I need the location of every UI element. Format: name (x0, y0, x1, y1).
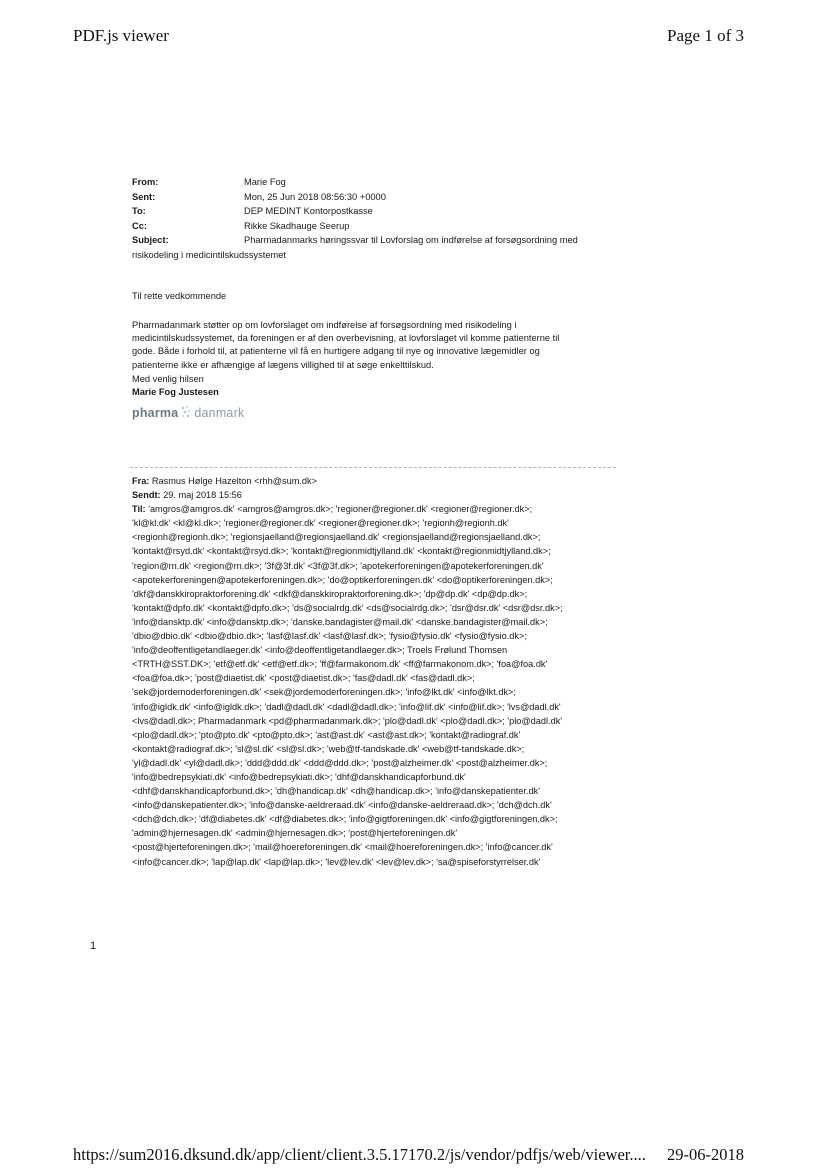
separator-line (130, 467, 616, 468)
signature-block (132, 373, 632, 399)
recipient-line: 'admin@hjernesagen.dk' <admin@hjernesagen.dk>; 'post@hjerteforeningen.dk' (132, 828, 458, 839)
browser-title: PDF.js viewer (73, 26, 169, 45)
recipient-line: 'info@deoffentligetandlaeger.dk' <info@deoffentligetandlaeger.dk>; Troels Frølund Thomsen (132, 645, 508, 656)
recipient-line: 'dkf@danskkiropraktorforening.dk' <dkf@danskkiropraktorforening.dk>; 'dp@dp.dk' <dp@dp.dk>; (132, 588, 528, 599)
sent-value: Mon, 25 Jun 2018 08:56:30 +0000 (244, 191, 386, 202)
recipient-line: 'sek@jordemoderforeningen.dk' <sek@jordemoderforeningen.dk>; 'info@lkt.dk' <info@lkt.dk>; (132, 687, 516, 698)
recipient-line: <kontakt@radiograf.dk>; 'sl@sl.dk' <sl@sl.dk>; 'web@tf-tandskade.dk' <web@tf-tandskade.dk>; (132, 743, 525, 754)
recipient-line: 'yl@dadl.dk' <yl@dadl.dk>; 'ddd@ddd.dk' <ddd@ddd.dk>; 'post@alzheimer.dk' <post@alzheimer.dk>; (132, 757, 548, 768)
body-paragraph (132, 319, 632, 372)
email-header (132, 175, 632, 263)
forwarded-message (132, 474, 632, 869)
recipient-line: <dch@dch.dk>; 'df@diabetes.dk' <df@diabetes.dk>; 'info@gigtforeningen.dk' <info@gigtforeningen.dk>; (132, 814, 558, 825)
subject-value: Pharmadanmarks høringssvar til Lovforslag om indførelse af forsøgsordning med (244, 235, 578, 246)
recipient-line: 'kontakt@dpfo.dk' <kontakt@dpfo.dk>; 'ds@socialrdg.dk' <ds@socialrdg.dk>; 'dsr@dsr.dk' <dsr@dsr.dk>; (132, 602, 563, 613)
recipient-line: 'kl@kl.dk' <kl@kl.dk>; 'regioner@regioner.dk' <regioner@regioner.dk>; 'regionh@regionh.dk' (132, 518, 509, 529)
paragraph-line: gode. Både i forhold til, at patienterne vil få en hurtigere adgang til nye og innovative lægemidler og (132, 346, 540, 357)
recipient-line: <dhf@danskhandicapforbund.dk>; 'dh@handicap.dk' <dh@handicap.dk>; 'info@danskepatienter.dk' (132, 786, 541, 797)
recipient-line: 'kontakt@rsyd.dk' <kontakt@rsyd.dk>; 'kontakt@regionmidtjylland.dk' <kontakt@regionmidtjylland.dk>; (132, 546, 551, 557)
from-value: Marie Fog (244, 177, 286, 187)
logo-text-pharma: pharma (132, 406, 179, 420)
fwd-sent-value: 29. maj 2018 15:56 (163, 490, 242, 501)
recipient-line: <post@hjerteforeningen.dk>; 'mail@hoereforeningen.dk' <mail@hoereforeningen.dk>; 'info@cancer.dk' (132, 842, 553, 853)
recipient-line: <apotekerforeningen@apotekerforeningen.dk>; 'do@optikerforeningen.dk' <do@optikerforeningen.dk>; (132, 574, 553, 585)
fwd-sent-label: Sendt: (132, 490, 161, 501)
page-url: https://sum2016.dksund.dk/app/client/client.3.5.17170.2/js/vendor/pdfjs/web/viewer.... (73, 1145, 646, 1164)
pharmadanmark-logo (132, 403, 244, 421)
fwd-from-line (132, 474, 632, 488)
recipient-line: <info@danskepatienter.dk>; 'info@danske-aeldreraad.dk' <info@danske-aeldreraad.dk>; 'dch@dch.dk' (132, 800, 552, 811)
cc-value: Rikke Skadhauge Seerup (244, 220, 350, 231)
paragraph-line: patienterne ikke er afhængige af lægens villighed til at søge enkelttilskud. (132, 359, 434, 370)
recipient-line: 'region@rn.dk' <region@rn.dk>; '3f@3f.dk' <3f@3f.dk>; 'apotekerforeningen@apotekerforeningen.dk' (132, 560, 544, 571)
recipient-line: <regionh@regionh.dk>; 'regionsjaelland@regionsjaelland.dk' <regionsjaelland@regionsjaelland.dk>; (132, 532, 541, 543)
recipient-line: 'info@bedrepsykiati.dk' <info@bedrepsykiati.dk>; 'dhf@danskhandicapforbund.dk' (132, 771, 466, 782)
subject-label: Subject: (132, 235, 169, 246)
to-label: To: (132, 206, 146, 217)
page-indicator: Page 1 of 3 (667, 26, 744, 45)
greeting: Til rette vedkommende (132, 291, 227, 301)
recipient-line (132, 502, 632, 516)
fwd-sent-line (132, 488, 632, 502)
from-label: From: (132, 177, 159, 187)
signature-name: Marie Fog Justesen (132, 387, 219, 398)
fwd-from-value: Rasmus Hølge Hazelton <rhh@sum.dk> (151, 476, 317, 486)
recipient-line: 'dbio@dbio.dk' <dbio@dbio.dk>; 'lasf@lasf.dk' <lasf@lasf.dk>; 'fysio@fysio.dk' <fysio@fysio.dk>; (132, 631, 527, 642)
subject-continuation: risikodeling i medicintilskudssystemet (132, 249, 286, 260)
logo-text-danmark: danmark (194, 406, 245, 420)
recipient-line: <TRTH@SST.DK>; 'etf@etf.dk' <etf@etf.dk>; 'ff@farmakonom.dk' <ff@farmakonom.dk>; 'foa@foa.dk' (132, 659, 548, 670)
recipient-line: <plo@dadl.dk>; 'pto@pto.dk' <pto@pto.dk>; 'ast@ast.dk' <ast@ast.dk>; 'kontakt@radiograf.dk' (132, 729, 521, 740)
paragraph-line: medicintilskudssystemet, da foreningen er af den overbevisning, at lovforslaget vil komme patienterne til (132, 333, 560, 344)
recipient-line: <info@cancer.dk>; 'lap@lap.dk' <lap@lap.dk>; 'lev@lev.dk' <lev@lev.dk>; 'sa@spiseforstyrrelser.dk' (132, 856, 541, 867)
recipient-line: 'info@igldk.dk' <info@igldk.dk>; 'dadl@dadl.dk' <dadl@dadl.dk>; 'info@lif.dk' <info@lif.dk>; 'lvs@dadl.dk' (132, 701, 561, 712)
cc-label: Cc: (132, 220, 147, 231)
logo-dots-icon (180, 405, 192, 419)
to-value: DEP MEDINT Kontorpostkasse (244, 206, 373, 217)
closing: Med venlig hilsen (132, 374, 204, 384)
recipient-text: 'amgros@amgros.dk' <amgros@amgros.dk>; 'regioner@regioner.dk' <regioner@regioner.dk>; (148, 504, 533, 515)
print-date: 29-06-2018 (667, 1145, 744, 1164)
recipient-line: <foa@foa.dk>; 'post@diaetist.dk' <post@diaetist.dk>; 'fas@dadl.dk' <fas@dadl.dk>; (132, 673, 475, 684)
fwd-to-label: Til: (132, 504, 146, 515)
recipient-line: <lvs@dadl.dk>; Pharmadanmark <pd@pharmadanmark.dk>; 'plo@dadl.dk' <plo@dadl.dk>; 'plo@dadl.dk' (132, 715, 563, 726)
paragraph-line: Pharmadanmark støtter op om lovforslaget om indførelse af forsøgsordning med risikodeling i (132, 320, 517, 330)
fwd-from-label: Fra: (132, 476, 150, 486)
sent-label: Sent: (132, 191, 156, 202)
page-number: 1 (90, 940, 97, 952)
recipient-line: 'info@dansktp.dk' <info@dansktp.dk>; 'danske.bandagister@mail.dk' <danske.bandagister@mail.dk>; (132, 616, 548, 627)
